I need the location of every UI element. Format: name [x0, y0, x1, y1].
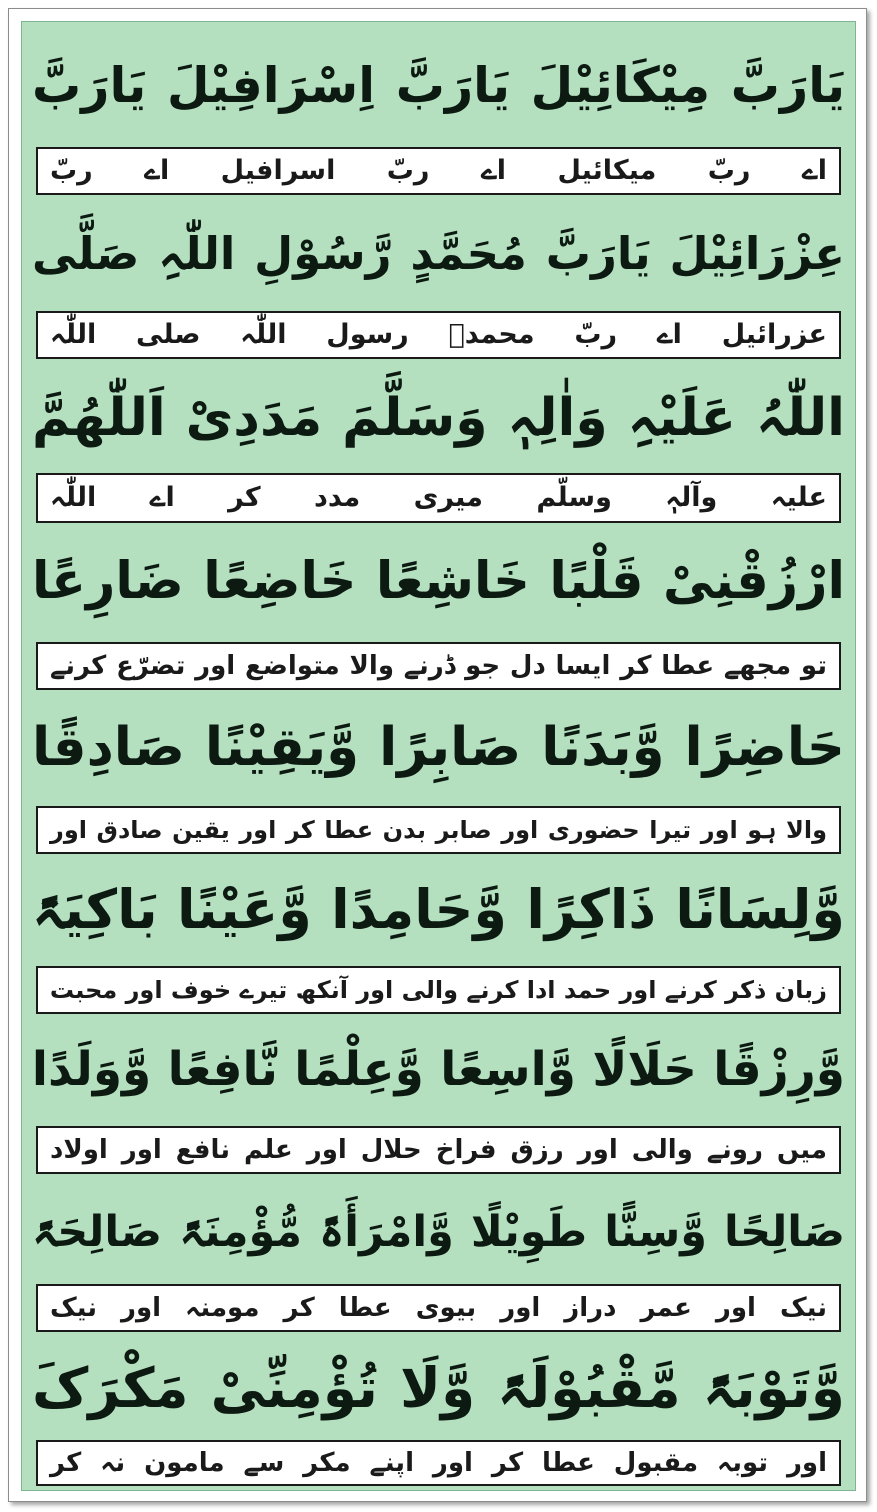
arabic-line-2: عِزْرَائِیْلَ یَارَبَّ مُحَمَّدٍ رَّسُوْلِ اللّٰہِ صَلَّی	[32, 227, 845, 280]
dua-lines	[22, 22, 855, 1490]
urdu-translation-9: اور توبہ مقبول عطا کر اور اپنے مکر سے مامون نہ کر	[36, 1440, 841, 1486]
urdu-translation-3: علیہ وآلہٖ وسلّم میری مدد کر اے اللّٰہ	[36, 473, 841, 523]
page-frame	[8, 8, 867, 1502]
arabic-line-6: وَّلِسَانًا ذَاکِرًا وَّحَامِدًا وَّعَیْنًا بَاکِیَۃً	[32, 878, 845, 941]
arabic-line-5: حَاضِرًا وَّبَدَنًا صَابِرًا وَّیَقِیْنًا صَادِقًا	[32, 717, 845, 778]
arabic-line-3: اللّٰہُ عَلَیْہِ وَاٰلِہٖ وَسَلَّمَ مَدَدِیْ اَللّٰھُمَّ	[32, 388, 845, 448]
arabic-line-7: وَّرِزْقًا حَلَالًا وَّاسِعًا وَّعِلْمًا نَّافِعًا وَّوَلَدًا	[32, 1042, 845, 1097]
urdu-translation-5: والا ہو اور تیرا حضوری اور صابر بدن عطا کر اور یقین صادق اور	[36, 806, 841, 854]
arabic-line-1: یَارَبَّ مِیْکَائِیْلَ یَارَبَّ اِسْرَافِیْلَ یَارَبَّ	[32, 57, 845, 114]
urdu-translation-1: اے ربّ میکائیل اے ربّ اسرافیل اے ربّ	[36, 147, 841, 195]
arabic-line-4: ارْزُقْنِیْ قَلْبًا خَاشِعًا خَاضِعًا ضَارِعًا	[32, 552, 845, 611]
urdu-translation-8: نیک اور عمر دراز اور بیوی عطا کر مومنہ اور نیک	[36, 1284, 841, 1332]
arabic-line-9: وَّتَوْبَۃً مَّقْبُوْلَۃً وَّلَا تُؤْمِنِّیْ مَکْرَکَ	[32, 1356, 845, 1420]
urdu-translation-2: عزرائیل اے ربّ محمدؐ رسول اللّٰہ صلی اللّٰہ	[36, 311, 841, 359]
urdu-translation-7: میں رونے والی اور رزق فراخ حلال اور علم نافع اور اولاد	[36, 1126, 841, 1174]
urdu-translation-4: تو مجھے عطا کر ایسا دل جو ڈرنے والا متواضع اور تضرّع کرنے	[36, 642, 841, 690]
arabic-line-8: صَالِحًا وَّسِنًّا طَوِیْلًا وَّامْرَأَۃً مُّؤْمِنَۃً صَالِحَۃً	[32, 1207, 845, 1257]
urdu-translation-6: زبان ذکر کرنے اور حمد ادا کرنے والی اور آنکھ تیرے خوف اور محبت	[36, 966, 841, 1014]
dua-panel	[21, 21, 856, 1491]
